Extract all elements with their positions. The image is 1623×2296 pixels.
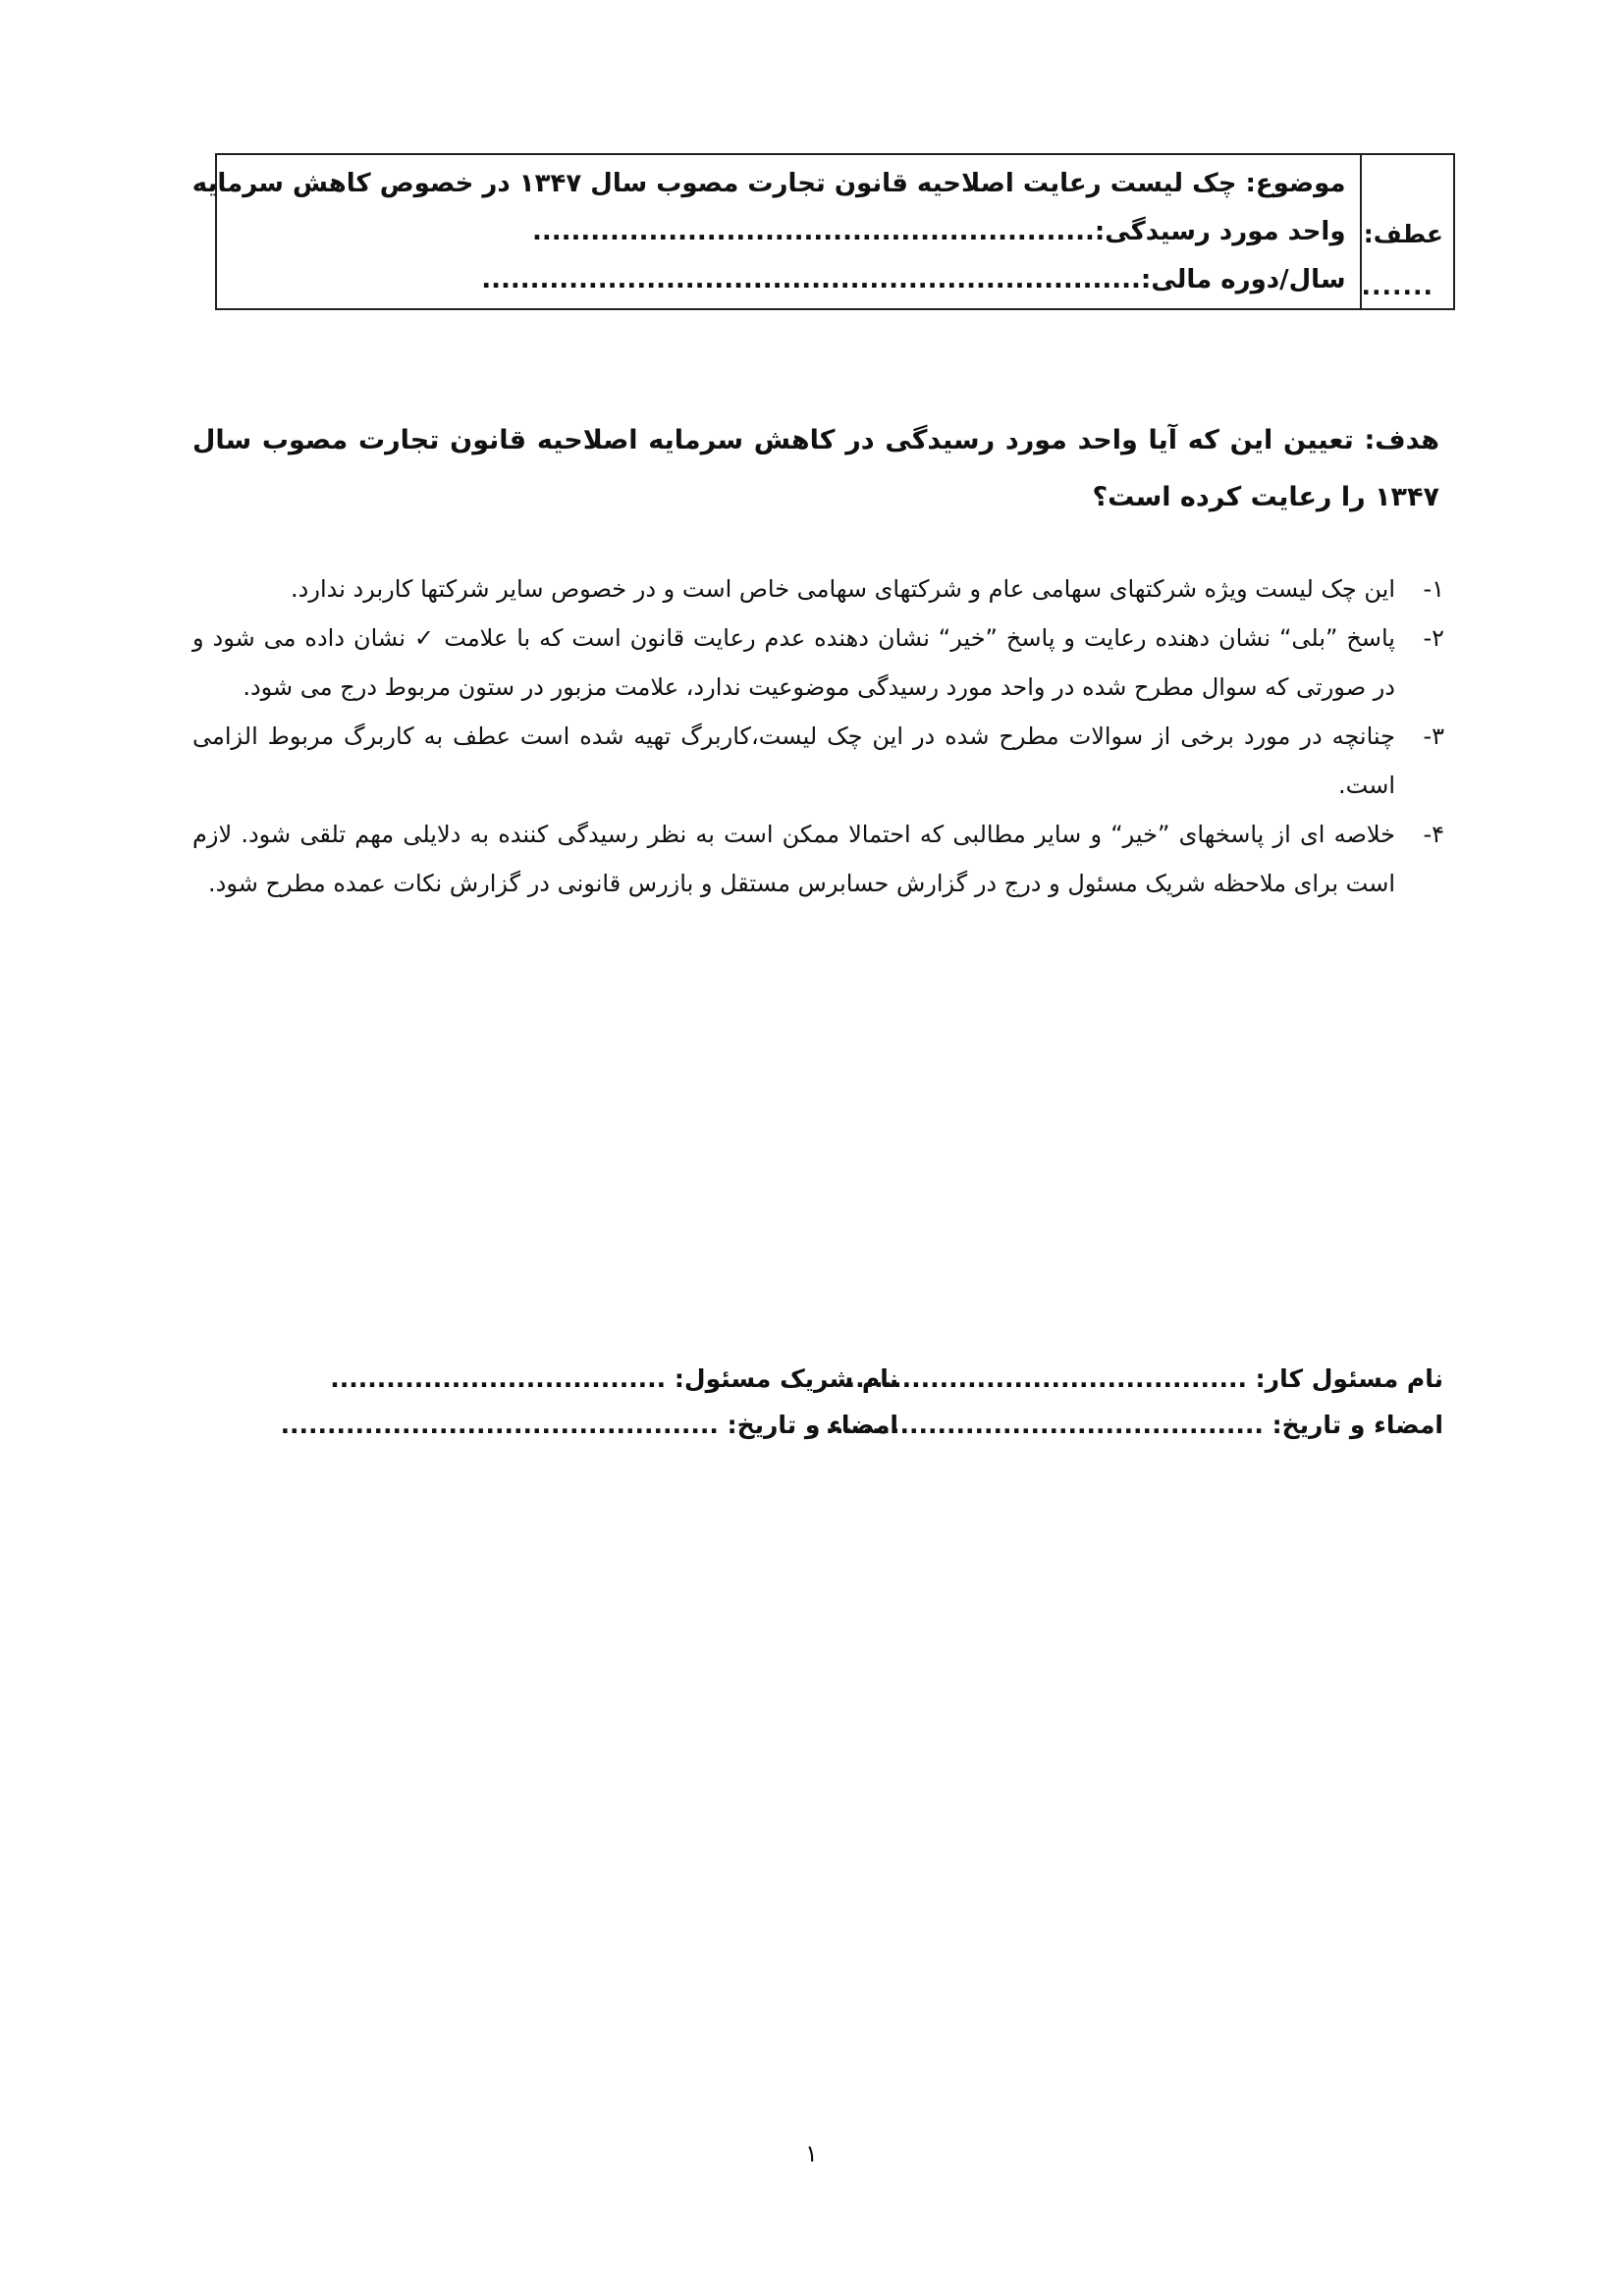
audited-unit-label: واحد مورد رسیدگی: [1094,216,1346,246]
partner-signature [281,1364,898,1439]
header-box [191,153,1455,310]
staff-sign-date-line: امضاء و تاریخ: ............................................... [825,1411,1443,1439]
list-item-text: چنانچه در مورد برخی از سوالات مطرح شده در این چک لیست،کاربرگ تهیه شده است عطف به کاربرگ مربوط الزامی است. [192,722,1395,799]
list-item-text: خلاصه ای از پاسخهای ”خیر“ و سایر مطالبی که احتمالا ممکن است به نظر رسیدگی کننده به دلایلی مهم تلقی شود. لازم است برای ملاحظه شریک مسئول و درج در گزارش حسابرس مستقل و بازرس قانونی در گزارش نکات عمده مطرح شود. [192,821,1395,897]
partner-name-line: نام شریک مسئول: .................................... [330,1364,898,1393]
fiscal-year-label: سال/دوره مالی: [1140,265,1346,295]
audited-unit-value: .......................................................... [532,216,1095,246]
fiscal-year-line [192,265,1346,294]
list-item [192,564,1444,614]
list-item-number: ۴- [1423,821,1444,848]
list-item-number: ۲- [1423,624,1444,652]
header-main-cell [183,155,1360,308]
list-item [192,712,1444,810]
page-number: ۱ [805,2140,818,2167]
list-item [192,614,1444,712]
list-item-text: پاسخ ”بلی“ نشان دهنده رعایت و پاسخ ”خیر“ نشان دهنده عدم رعایت قانون است که با علامت ✓ نشان داده می شود و در صورتی که سوال مطرح شده در واحد مورد رسیدگی موضوعیت ندارد، علامت مزبور در ستون مربوط درج می شود. [192,624,1395,701]
list-item [192,810,1444,908]
list-item-number: ۳- [1423,722,1444,750]
list-item-number: ۱- [1423,575,1444,603]
reference-value: ....... [1361,272,1434,300]
list-item-text: این چک لیست ویژه شرکتهای سهامی عام و شرکتهای سهامی خاص است و در خصوص سایر شرکتها کاربرد ندارد. [291,575,1395,603]
instructions-list [192,564,1444,908]
objective-text: هدف: تعیین این که آیا واحد مورد رسیدگی در کاهش سرمایه اصلاحیه قانون تجارت مصوب سال ۱۳۴۷ را رعایت کرده است؟ [192,425,1439,512]
subject-line: موضوع: چک لیست رعایت اصلاحیه قانون تجارت مصوب سال ۱۳۴۷ در خصوص کاهش سرمایه [191,168,1346,198]
fiscal-year-value: .................................................................... [481,265,1141,295]
staff-signature [826,1364,1443,1439]
audited-unit-line [192,217,1346,246]
partner-sign-date-line: امضاء و تاریخ: ............................................... [280,1411,898,1439]
signature-block [196,1364,1443,1472]
reference-cell [1360,155,1453,308]
staff-name-line: نام مسئول کار: ........................................... [845,1364,1443,1393]
reference-label: عطف: [1363,220,1443,248]
